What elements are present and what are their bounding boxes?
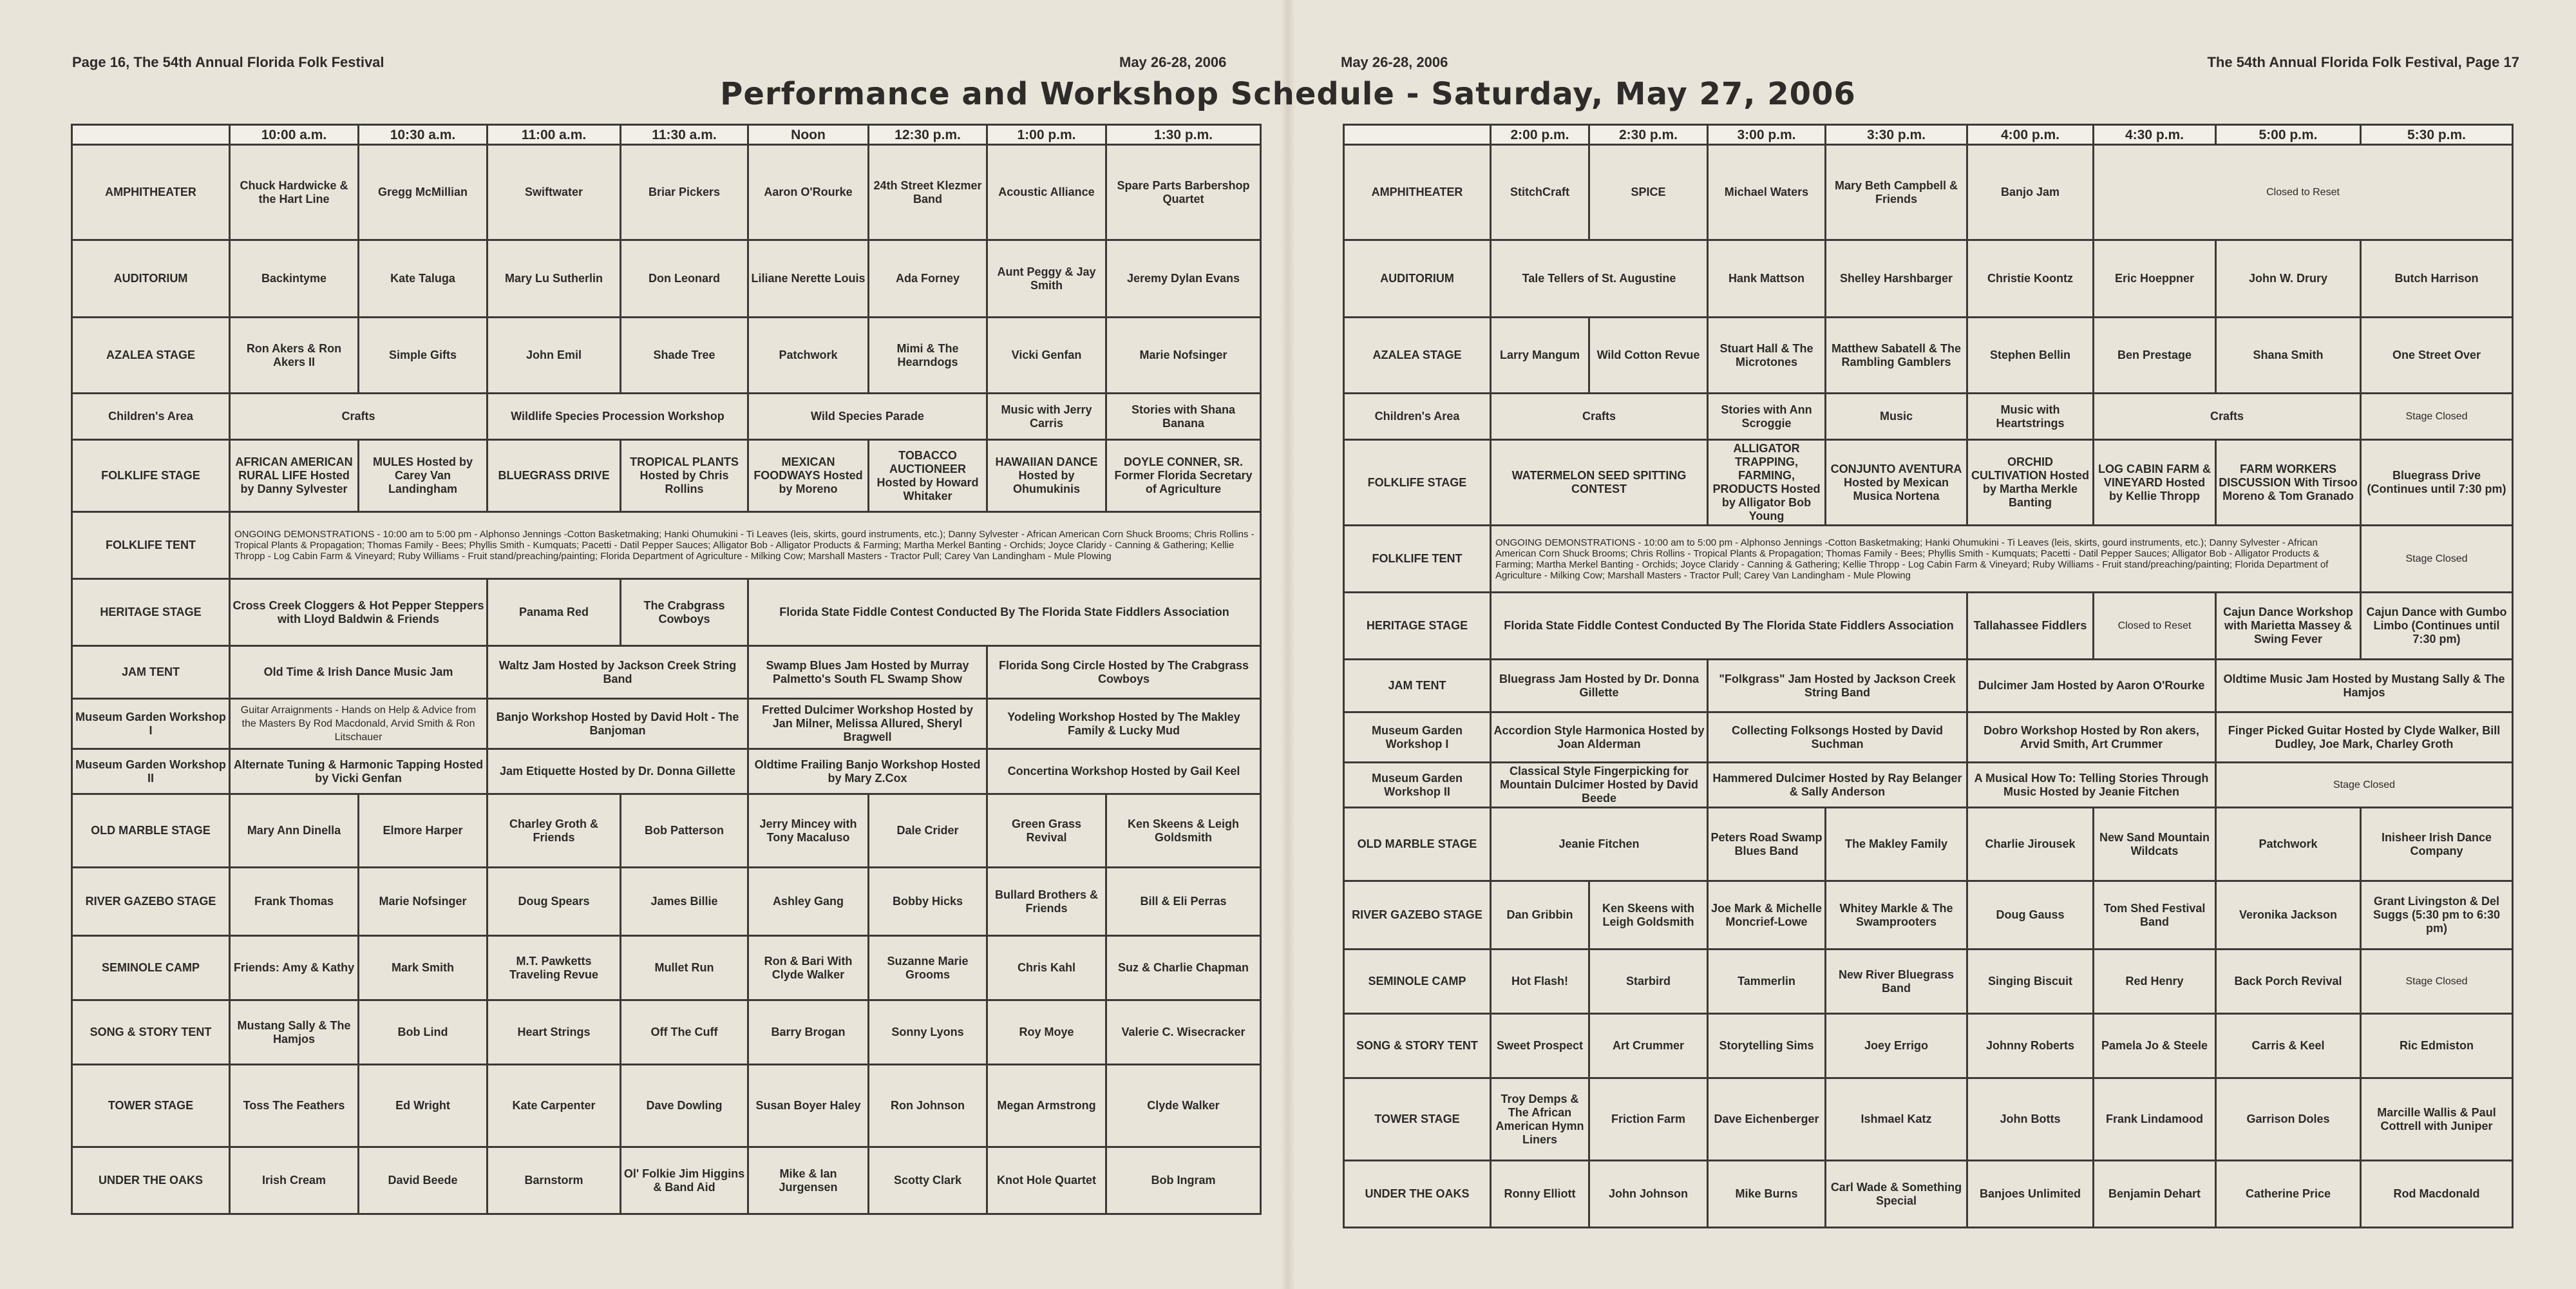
schedule-cell: Ed Wright xyxy=(359,1065,488,1147)
schedule-cell: Chuck Hardwicke & the Hart Line xyxy=(230,145,359,240)
venue-label: SEMINOLE CAMP xyxy=(1344,950,1491,1014)
venue-label: AZALEA STAGE xyxy=(1344,318,1491,394)
schedule-cell: Stage Closed xyxy=(2361,950,2513,1014)
schedule-cell: Doug Spears xyxy=(488,868,621,936)
schedule-cell: Stage Closed xyxy=(2361,394,2513,440)
schedule-cell: Crafts xyxy=(230,394,488,440)
schedule-cell: Bob Lind xyxy=(359,1000,488,1065)
schedule-cell: Stuart Hall & The Microtones xyxy=(1708,318,1826,394)
venue-row-folklife-tent xyxy=(72,512,1261,579)
schedule-cell: Bullard Brothers & Friends xyxy=(987,868,1106,936)
time-header-cell: 10:30 a.m. xyxy=(359,125,488,145)
venue-label: TOWER STAGE xyxy=(1344,1078,1491,1161)
schedule-cell: One Street Over xyxy=(2361,318,2513,394)
time-header-cell: 2:30 p.m. xyxy=(1589,125,1708,145)
venue-label: AUDITORIUM xyxy=(72,240,230,318)
schedule-cell: Megan Armstrong xyxy=(987,1065,1106,1147)
venue-label: AUDITORIUM xyxy=(1344,240,1491,318)
schedule-cell: Shade Tree xyxy=(621,318,748,394)
schedule-cell: Suz & Charlie Chapman xyxy=(1106,936,1261,1000)
schedule-cell: Mark Smith xyxy=(359,936,488,1000)
venue-row-river-gazebo-stage xyxy=(1344,881,2513,950)
schedule-cell: BLUEGRASS DRIVE xyxy=(488,440,621,512)
schedule-cell: Florida State Fiddle Contest Conducted By The Florida State Fiddlers Association xyxy=(1491,593,1967,660)
schedule-cell: Grant Livingston & Del Suggs (5:30 pm to 6:30 pm) xyxy=(2361,881,2513,950)
schedule-cell: Chris Kahl xyxy=(987,936,1106,1000)
schedule-cell: Mullet Run xyxy=(621,936,748,1000)
schedule-cell: Banjo Workshop Hosted by David Holt - The Banjoman xyxy=(488,699,748,749)
venue-row-amphitheater xyxy=(1344,145,2513,240)
time-header-cell: 3:00 p.m. xyxy=(1708,125,1826,145)
venue-label: FOLKLIFE STAGE xyxy=(1344,440,1491,526)
schedule-cell: Charley Groth & Friends xyxy=(488,794,621,868)
schedule-cell: Dobro Workshop Hosted by Ron akers, Arvid Smith, Art Crummer xyxy=(1967,712,2216,763)
venue-row-children-s-area xyxy=(72,394,1261,440)
schedule-cell: MULES Hosted by Carey Van Landingham xyxy=(359,440,488,512)
schedule-cell: Frank Lindamood xyxy=(2094,1078,2216,1161)
schedule-cell: Mimi & The Hearndogs xyxy=(869,318,987,394)
schedule-cell: Tale Tellers of St. Augustine xyxy=(1491,240,1708,318)
venue-label: Children's Area xyxy=(1344,394,1491,440)
demonstrations-cell: ONGOING DEMONSTRATIONS - 10:00 am to 5:00 pm - Alphonso Jennings -Cotton Basketmaking; Hanki Ohumukini - Ti Leaves (leis, skirts, gourd instruments, etc.); Danny Sylvester - African American Corn Shuck Brooms; Chris Rollins - Tropical Plants & Propagation; Thomas Family - Bees; Phyllis Smith - Kumquats; Pacetti - Datil Pepper Sauces; Alligator Bob - Alligator Products & Farming; Martha Merkel Banting - Orchids; Joyce Claridy - Canning & Gathering; Kellie Thropp - Log Cabin Farm & Vineyard; Ruby Williams - Fruit stand/preaching/painting; Florida Department of Agriculture - Milking Cow; Marshall Masters - Tractor Pull; Carey Van Landingham - Mule Plowing xyxy=(230,512,1261,579)
venue-label: AMPHITHEATER xyxy=(72,145,230,240)
time-header-cell: 5:30 p.m. xyxy=(2361,125,2513,145)
venue-label: OLD MARBLE STAGE xyxy=(72,794,230,868)
schedule-cell: Valerie C. Wisecracker xyxy=(1106,1000,1261,1065)
schedule-cell: Starbird xyxy=(1589,950,1708,1014)
schedule-cell: Joe Mark & Michelle Moncrief-Lowe xyxy=(1708,881,1826,950)
schedule-cell: Ric Edmiston xyxy=(2361,1014,2513,1078)
schedule-cell: Red Henry xyxy=(2094,950,2216,1014)
schedule-cell: SPICE xyxy=(1589,145,1708,240)
venue-label: JAM TENT xyxy=(72,646,230,699)
schedule-cell: Crafts xyxy=(2094,394,2361,440)
venue-row-tower-stage xyxy=(1344,1078,2513,1161)
time-header-cell: 12:30 p.m. xyxy=(869,125,987,145)
schedule-cell: Briar Pickers xyxy=(621,145,748,240)
venue-row-old-marble-stage xyxy=(72,794,1261,868)
schedule-cell: DOYLE CONNER, SR. Former Florida Secretary of Agriculture xyxy=(1106,440,1261,512)
time-header-cell: 3:30 p.m. xyxy=(1826,125,1967,145)
schedule-cell: John Emil xyxy=(488,318,621,394)
schedule-cell: John W. Drury xyxy=(2216,240,2361,318)
venue-row-under-the-oaks xyxy=(1344,1161,2513,1228)
schedule-cell: Dan Gribbin xyxy=(1491,881,1589,950)
right-page-label: The 54th Annual Florida Folk Festival, Page 17 xyxy=(2207,54,2519,70)
venue-label: Museum Garden Workshop I xyxy=(72,699,230,749)
time-header-row xyxy=(1344,125,2513,145)
venue-label: Museum Garden Workshop I xyxy=(1344,712,1491,763)
schedule-cell: Music with Heartstrings xyxy=(1967,394,2094,440)
schedule-cell: Catherine Price xyxy=(2216,1161,2361,1228)
schedule-cell: The Makley Family xyxy=(1826,808,1967,881)
time-header-row xyxy=(72,125,1261,145)
time-header-cell: 2:00 p.m. xyxy=(1491,125,1589,145)
schedule-cell: Bill & Eli Perras xyxy=(1106,868,1261,936)
venue-row-river-gazebo-stage xyxy=(72,868,1261,936)
venue-row-seminole-camp xyxy=(72,936,1261,1000)
schedule-cell: Charlie Jirousek xyxy=(1967,808,2094,881)
schedule-cell: TOBACCO AUCTIONEER Hosted by Howard Whitaker xyxy=(869,440,987,512)
schedule-cell: Mike Burns xyxy=(1708,1161,1826,1228)
schedule-cell: Ron Johnson xyxy=(869,1065,987,1147)
schedule-cell: Butch Harrison xyxy=(2361,240,2513,318)
schedule-cell: CONJUNTO AVENTURA Hosted by Mexican Musica Nortena xyxy=(1826,440,1967,526)
schedule-cell: Wild Cotton Revue xyxy=(1589,318,1708,394)
schedule-cell: Off The Cuff xyxy=(621,1000,748,1065)
schedule-cell: Ken Skeens with Leigh Goldsmith xyxy=(1589,881,1708,950)
schedule-cell: Tom Shed Festival Band xyxy=(2094,881,2216,950)
schedule-cell: New River Bluegrass Band xyxy=(1826,950,1967,1014)
schedule-cell: Bob Patterson xyxy=(621,794,748,868)
schedule-cell: Closed to Reset xyxy=(2094,145,2513,240)
schedule-cell: Christie Koontz xyxy=(1967,240,2094,318)
schedule-cell: Fretted Dulcimer Workshop Hosted by Jan Milner, Melissa Allured, Sheryl Bragwell xyxy=(748,699,987,749)
schedule-cell: LOG CABIN FARM & VINEYARD Hosted by Kellie Thropp xyxy=(2094,440,2216,526)
schedule-cell: David Beede xyxy=(359,1147,488,1214)
venue-row-amphitheater xyxy=(72,145,1261,240)
schedule-cell: Ken Skeens & Leigh Goldsmith xyxy=(1106,794,1261,868)
schedule-cell: Bobby Hicks xyxy=(869,868,987,936)
schedule-cell: Stage Closed xyxy=(2361,526,2513,593)
schedule-cell: Doug Gauss xyxy=(1967,881,2094,950)
schedule-cell: Roy Moye xyxy=(987,1000,1106,1065)
venue-row-museum-garden-workshop-i xyxy=(1344,712,2513,763)
schedule-cell: Michael Waters xyxy=(1708,145,1826,240)
schedule-cell: Green Grass Revival xyxy=(987,794,1106,868)
time-header-cell: 11:30 a.m. xyxy=(621,125,748,145)
schedule-cell: Cajun Dance with Gumbo Limbo (Continues until 7:30 pm) xyxy=(2361,593,2513,660)
schedule-cell: John Johnson xyxy=(1589,1161,1708,1228)
schedule-cell: Crafts xyxy=(1491,394,1708,440)
venue-label: RIVER GAZEBO STAGE xyxy=(1344,881,1491,950)
venue-label: UNDER THE OAKS xyxy=(1344,1161,1491,1228)
schedule-cell: ORCHID CULTIVATION Hosted by Martha Merkle Banting xyxy=(1967,440,2094,526)
schedule-cell: Dale Crider xyxy=(869,794,987,868)
schedule-cell: Backintyme xyxy=(230,240,359,318)
venue-row-tower-stage xyxy=(72,1065,1261,1147)
time-header-cell: 10:00 a.m. xyxy=(230,125,359,145)
venue-row-auditorium xyxy=(1344,240,2513,318)
schedule-cell: Irish Cream xyxy=(230,1147,359,1214)
schedule-cell: Florida Song Circle Hosted by The Crabgrass Cowboys xyxy=(987,646,1261,699)
schedule-cell: FARM WORKERS DISCUSSION With Tirsoo Moreno & Tom Granado xyxy=(2216,440,2361,526)
schedule-cell: Aaron O'Rourke xyxy=(748,145,869,240)
schedule-cell: Pamela Jo & Steele xyxy=(2094,1014,2216,1078)
schedule-cell: Ada Forney xyxy=(869,240,987,318)
schedule-cell: Jeanie Fitchen xyxy=(1491,808,1708,881)
schedule-cell: Gregg McMillian xyxy=(359,145,488,240)
venue-label: FOLKLIFE STAGE xyxy=(72,440,230,512)
schedule-cell: The Crabgrass Cowboys xyxy=(621,579,748,646)
venue-row-heritage-stage xyxy=(72,579,1261,646)
venue-row-song-story-tent xyxy=(72,1000,1261,1065)
venue-label: Museum Garden Workshop II xyxy=(1344,763,1491,808)
schedule-cell: Yodeling Workshop Hosted by The Makley Family & Lucky Mud xyxy=(987,699,1261,749)
left-page-label: Page 16, The 54th Annual Florida Folk Festival xyxy=(72,54,384,70)
schedule-cell: Patchwork xyxy=(748,318,869,394)
venue-label: JAM TENT xyxy=(1344,660,1491,712)
time-header-cell: 1:30 p.m. xyxy=(1106,125,1261,145)
schedule-cell: Garrison Doles xyxy=(2216,1078,2361,1161)
schedule-cell: Larry Mangum xyxy=(1491,318,1589,394)
schedule-cell: Whitey Markle & The Swamprooters xyxy=(1826,881,1967,950)
schedule-cell: HAWAIIAN DANCE Hosted by Ohumukinis xyxy=(987,440,1106,512)
venue-row-children-s-area xyxy=(1344,394,2513,440)
schedule-cell: Storytelling Sims xyxy=(1708,1014,1826,1078)
schedule-cell: Marie Nofsinger xyxy=(359,868,488,936)
schedule-cell: Matthew Sabatell & The Rambling Gamblers xyxy=(1826,318,1967,394)
schedule-cell: 24th Street Klezmer Band xyxy=(869,145,987,240)
schedule-cell: Marcille Wallis & Paul Cottrell with Juniper xyxy=(2361,1078,2513,1161)
schedule-cell: Finger Picked Guitar Hosted by Clyde Walker, Bill Dudley, Joe Mark, Charley Groth xyxy=(2216,712,2513,763)
schedule-cell: Dulcimer Jam Hosted by Aaron O'Rourke xyxy=(1967,660,2216,712)
schedule-cell: Kate Taluga xyxy=(359,240,488,318)
schedule-cell: Shelley Harshbarger xyxy=(1826,240,1967,318)
venue-row-jam-tent xyxy=(1344,660,2513,712)
schedule-cell: Mike & Ian Jurgensen xyxy=(748,1147,869,1214)
time-header-cell: 4:30 p.m. xyxy=(2094,125,2216,145)
schedule-cell: Barry Brogan xyxy=(748,1000,869,1065)
page-title: Performance and Workshop Schedule - Saturday, May 27, 2006 xyxy=(720,76,1856,112)
schedule-cell: Friends: Amy & Kathy xyxy=(230,936,359,1000)
schedule-cell: Cross Creek Cloggers & Hot Pepper Steppers with Lloyd Baldwin & Friends xyxy=(230,579,488,646)
venue-row-museum-garden-workshop-ii xyxy=(1344,763,2513,808)
schedule-cell: Music with Jerry Carris xyxy=(987,394,1106,440)
venue-label: HERITAGE STAGE xyxy=(72,579,230,646)
schedule-cell: Bluegrass Jam Hosted by Dr. Donna Gillette xyxy=(1491,660,1708,712)
venue-row-azalea-stage xyxy=(1344,318,2513,394)
schedule-cell: Veronika Jackson xyxy=(2216,881,2361,950)
schedule-cell: Simple Gifts xyxy=(359,318,488,394)
schedule-cell: Ron & Bari With Clyde Walker xyxy=(748,936,869,1000)
schedule-cell: Johnny Roberts xyxy=(1967,1014,2094,1078)
schedule-table-right xyxy=(1343,124,2514,1228)
venue-row-jam-tent xyxy=(72,646,1261,699)
schedule-cell: TROPICAL PLANTS Hosted by Chris Rollins xyxy=(621,440,748,512)
schedule-cell: Oldtime Frailing Banjo Workshop Hosted by Mary Z.Cox xyxy=(748,749,987,794)
right-date-label: May 26-28, 2006 xyxy=(1341,54,1448,70)
venue-row-auditorium xyxy=(72,240,1261,318)
venue-label: Children's Area xyxy=(72,394,230,440)
schedule-cell: Troy Demps & The African American Hymn Liners xyxy=(1491,1078,1589,1161)
schedule-cell: Inisheer Irish Dance Company xyxy=(2361,808,2513,881)
schedule-cell: Suzanne Marie Grooms xyxy=(869,936,987,1000)
schedule-cell: Classical Style Fingerpicking for Mountain Dulcimer Hosted by David Beede xyxy=(1491,763,1708,808)
schedule-cell: Banjoes Unlimited xyxy=(1967,1161,2094,1228)
schedule-cell: Benjamin Dehart xyxy=(2094,1161,2216,1228)
corner-cell xyxy=(72,125,230,145)
venue-label: FOLKLIFE TENT xyxy=(1344,526,1491,593)
schedule-cell: Oldtime Music Jam Hosted by Mustang Sally & The Hamjos xyxy=(2216,660,2513,712)
venue-label: SONG & STORY TENT xyxy=(1344,1014,1491,1078)
schedule-cell: A Musical How To: Telling Stories Through Music Hosted by Jeanie Fitchen xyxy=(1967,763,2216,808)
venue-row-folklife-tent xyxy=(1344,526,2513,593)
schedule-cell: StitchCraft xyxy=(1491,145,1589,240)
schedule-cell: Mary Lu Sutherlin xyxy=(488,240,621,318)
schedule-cell: Music xyxy=(1826,394,1967,440)
venue-row-old-marble-stage xyxy=(1344,808,2513,881)
schedule-cell: Ronny Elliott xyxy=(1491,1161,1589,1228)
schedule-cell: Hammered Dulcimer Hosted by Ray Belanger & Sally Anderson xyxy=(1708,763,1967,808)
schedule-cell: Don Leonard xyxy=(621,240,748,318)
schedule-cell: M.T. Pawketts Traveling Revue xyxy=(488,936,621,1000)
schedule-cell: Jam Etiquette Hosted by Dr. Donna Gillette xyxy=(488,749,748,794)
schedule-cell: Kate Carpenter xyxy=(488,1065,621,1147)
time-header-cell: 5:00 p.m. xyxy=(2216,125,2361,145)
schedule-cell: Guitar Arraignments - Hands on Help & Advice from the Masters By Rod Macdonald, Arvid Smith & Ron Litschauer xyxy=(230,699,488,749)
schedule-cell: Alternate Tuning & Harmonic Tapping Hosted by Vicki Genfan xyxy=(230,749,488,794)
venue-label: Museum Garden Workshop II xyxy=(72,749,230,794)
venue-label: TOWER STAGE xyxy=(72,1065,230,1147)
schedule-cell: Carris & Keel xyxy=(2216,1014,2361,1078)
time-header-cell: 11:00 a.m. xyxy=(488,125,621,145)
schedule-cell: Bob Ingram xyxy=(1106,1147,1261,1214)
schedule-cell: Wild Species Parade xyxy=(748,394,987,440)
venue-row-folklife-stage xyxy=(72,440,1261,512)
schedule-cell: Acoustic Alliance xyxy=(987,145,1106,240)
schedule-cell: Wildlife Species Procession Workshop xyxy=(488,394,748,440)
schedule-cell: MEXICAN FOODWAYS Hosted by Moreno xyxy=(748,440,869,512)
schedule-cell: Shana Smith xyxy=(2216,318,2361,394)
schedule-cell: Liliane Nerette Louis xyxy=(748,240,869,318)
schedule-cell: Dave Dowling xyxy=(621,1065,748,1147)
schedule-cell: "Folkgrass" Jam Hosted by Jackson Creek String Band xyxy=(1708,660,1967,712)
schedule-cell: Dave Eichenberger xyxy=(1708,1078,1826,1161)
schedule-cell: Ol' Folkie Jim Higgins & Band Aid xyxy=(621,1147,748,1214)
schedule-cell: Toss The Feathers xyxy=(230,1065,359,1147)
schedule-cell: Sonny Lyons xyxy=(869,1000,987,1065)
venue-row-azalea-stage xyxy=(72,318,1261,394)
schedule-cell: Patchwork xyxy=(2216,808,2361,881)
schedule-cell: Spare Parts Barbershop Quartet xyxy=(1106,145,1261,240)
venue-label: OLD MARBLE STAGE xyxy=(1344,808,1491,881)
schedule-cell: Vicki Genfan xyxy=(987,318,1106,394)
schedule-cell: Ishmael Katz xyxy=(1826,1078,1967,1161)
venue-label: HERITAGE STAGE xyxy=(1344,593,1491,660)
schedule-cell: Old Time & Irish Dance Music Jam xyxy=(230,646,488,699)
schedule-cell: Collecting Folksongs Hosted by David Suchman xyxy=(1708,712,1967,763)
venue-label: UNDER THE OAKS xyxy=(72,1147,230,1214)
schedule-cell: Heart Strings xyxy=(488,1000,621,1065)
schedule-cell: Jerry Mincey with Tony Macaluso xyxy=(748,794,869,868)
schedule-cell: Mustang Sally & The Hamjos xyxy=(230,1000,359,1065)
schedule-cell: Tammerlin xyxy=(1708,950,1826,1014)
schedule-cell: Marie Nofsinger xyxy=(1106,318,1261,394)
schedule-cell: John Botts xyxy=(1967,1078,2094,1161)
left-date-label: May 26-28, 2006 xyxy=(1119,54,1227,70)
schedule-cell: AFRICAN AMERICAN RURAL LIFE Hosted by Danny Sylvester xyxy=(230,440,359,512)
venue-label: AMPHITHEATER xyxy=(1344,145,1491,240)
schedule-cell: Peters Road Swamp Blues Band xyxy=(1708,808,1826,881)
schedule-cell: Concertina Workshop Hosted by Gail Keel xyxy=(987,749,1261,794)
schedule-cell: ALLIGATOR TRAPPING, FARMING, PRODUCTS Hosted by Alligator Bob Young xyxy=(1708,440,1826,526)
schedule-cell: Knot Hole Quartet xyxy=(987,1147,1106,1214)
time-header-cell: 1:00 p.m. xyxy=(987,125,1106,145)
schedule-cell: Rod Macdonald xyxy=(2361,1161,2513,1228)
schedule-cell: James Billie xyxy=(621,868,748,936)
schedule-cell: Florida State Fiddle Contest Conducted By The Florida State Fiddlers Association xyxy=(748,579,1261,646)
schedule-cell: Elmore Harper xyxy=(359,794,488,868)
schedule-cell: New Sand Mountain Wildcats xyxy=(2094,808,2216,881)
schedule-cell: Swiftwater xyxy=(488,145,621,240)
schedule-cell: Stories with Shana Banana xyxy=(1106,394,1261,440)
schedule-cell: Carl Wade & Something Special xyxy=(1826,1161,1967,1228)
schedule-cell: Ron Akers & Ron Akers II xyxy=(230,318,359,394)
schedule-cell: Bluegrass Drive (Continues until 7:30 pm) xyxy=(2361,440,2513,526)
schedule-cell: Art Crummer xyxy=(1589,1014,1708,1078)
venue-label: RIVER GAZEBO STAGE xyxy=(72,868,230,936)
schedule-cell: Susan Boyer Haley xyxy=(748,1065,869,1147)
schedule-cell: Jeremy Dylan Evans xyxy=(1106,240,1261,318)
schedule-cell: WATERMELON SEED SPITTING CONTEST xyxy=(1491,440,1708,526)
schedule-cell: Friction Farm xyxy=(1589,1078,1708,1161)
schedule-cell: Frank Thomas xyxy=(230,868,359,936)
venue-label: SONG & STORY TENT xyxy=(72,1000,230,1065)
venue-row-seminole-camp xyxy=(1344,950,2513,1014)
schedule-cell: Mary Beth Campbell & Friends xyxy=(1826,145,1967,240)
schedule-cell: Joey Errigo xyxy=(1826,1014,1967,1078)
schedule-cell: Back Porch Revival xyxy=(2216,950,2361,1014)
schedule-cell: Stage Closed xyxy=(2216,763,2513,808)
demonstrations-cell: ONGOING DEMONSTRATIONS - 10:00 am to 5:00 pm - Alphonso Jennings -Cotton Basketmaking; Hanki Ohumukini - Ti Leaves (leis, skirts, gourd instruments, etc.); Danny Sylvester - African American Corn Shuck Brooms; Chris Rollins - Tropical Plants & Propagation; Thomas Family - Bees; Phyllis Smith - Kumquats; Pacetti - Datil Pepper Sauces; Alligator Bob - Alligator Products & Farming; Martha Merkel Banting - Orchids; Joyce Claridy - Canning & Gathering; Kellie Thropp - Log Cabin Farm & Vineyard; Ruby Williams - Fruit stand/preaching/painting; Florida Department of Agriculture - Milking Cow; Marshall Masters - Tractor Pull; Carey Van Landingham - Mule Plowing xyxy=(1491,526,2361,593)
schedule-cell: Swamp Blues Jam Hosted by Murray Palmetto's South FL Swamp Show xyxy=(748,646,987,699)
venue-row-folklife-stage xyxy=(1344,440,2513,526)
time-header-cell: Noon xyxy=(748,125,869,145)
schedule-table-left xyxy=(71,124,1262,1215)
venue-row-museum-garden-workshop-ii xyxy=(72,749,1261,794)
schedule-cell: Banjo Jam xyxy=(1967,145,2094,240)
schedule-cell: Cajun Dance Workshop with Marietta Massey & Swing Fever xyxy=(2216,593,2361,660)
schedule-cell: Clyde Walker xyxy=(1106,1065,1261,1147)
page-fold xyxy=(1280,0,1296,1289)
schedule-cell: Ben Prestage xyxy=(2094,318,2216,394)
schedule-cell: Panama Red xyxy=(488,579,621,646)
corner-cell xyxy=(1344,125,1491,145)
schedule-cell: Eric Hoeppner xyxy=(2094,240,2216,318)
schedule-cell: Hot Flash! xyxy=(1491,950,1589,1014)
schedule-cell: Accordion Style Harmonica Hosted by Joan Alderman xyxy=(1491,712,1708,763)
venue-label: AZALEA STAGE xyxy=(72,318,230,394)
schedule-cell: Singing Biscuit xyxy=(1967,950,2094,1014)
venue-row-song-story-tent xyxy=(1344,1014,2513,1078)
schedule-cell: Barnstorm xyxy=(488,1147,621,1214)
venue-row-under-the-oaks xyxy=(72,1147,1261,1214)
schedule-cell: Closed to Reset xyxy=(2094,593,2216,660)
schedule-cell: Waltz Jam Hosted by Jackson Creek String Band xyxy=(488,646,748,699)
schedule-cell: Tallahassee Fiddlers xyxy=(1967,593,2094,660)
schedule-cell: Hank Mattson xyxy=(1708,240,1826,318)
venue-row-heritage-stage xyxy=(1344,593,2513,660)
schedule-cell: Scotty Clark xyxy=(869,1147,987,1214)
schedule-cell: Stories with Ann Scroggie xyxy=(1708,394,1826,440)
time-header-cell: 4:00 p.m. xyxy=(1967,125,2094,145)
schedule-cell: Stephen Bellin xyxy=(1967,318,2094,394)
schedule-cell: Ashley Gang xyxy=(748,868,869,936)
schedule-cell: Aunt Peggy & Jay Smith xyxy=(987,240,1106,318)
schedule-cell: Mary Ann Dinella xyxy=(230,794,359,868)
venue-label: FOLKLIFE TENT xyxy=(72,512,230,579)
venue-row-museum-garden-workshop-i xyxy=(72,699,1261,749)
schedule-cell: Sweet Prospect xyxy=(1491,1014,1589,1078)
venue-label: SEMINOLE CAMP xyxy=(72,936,230,1000)
